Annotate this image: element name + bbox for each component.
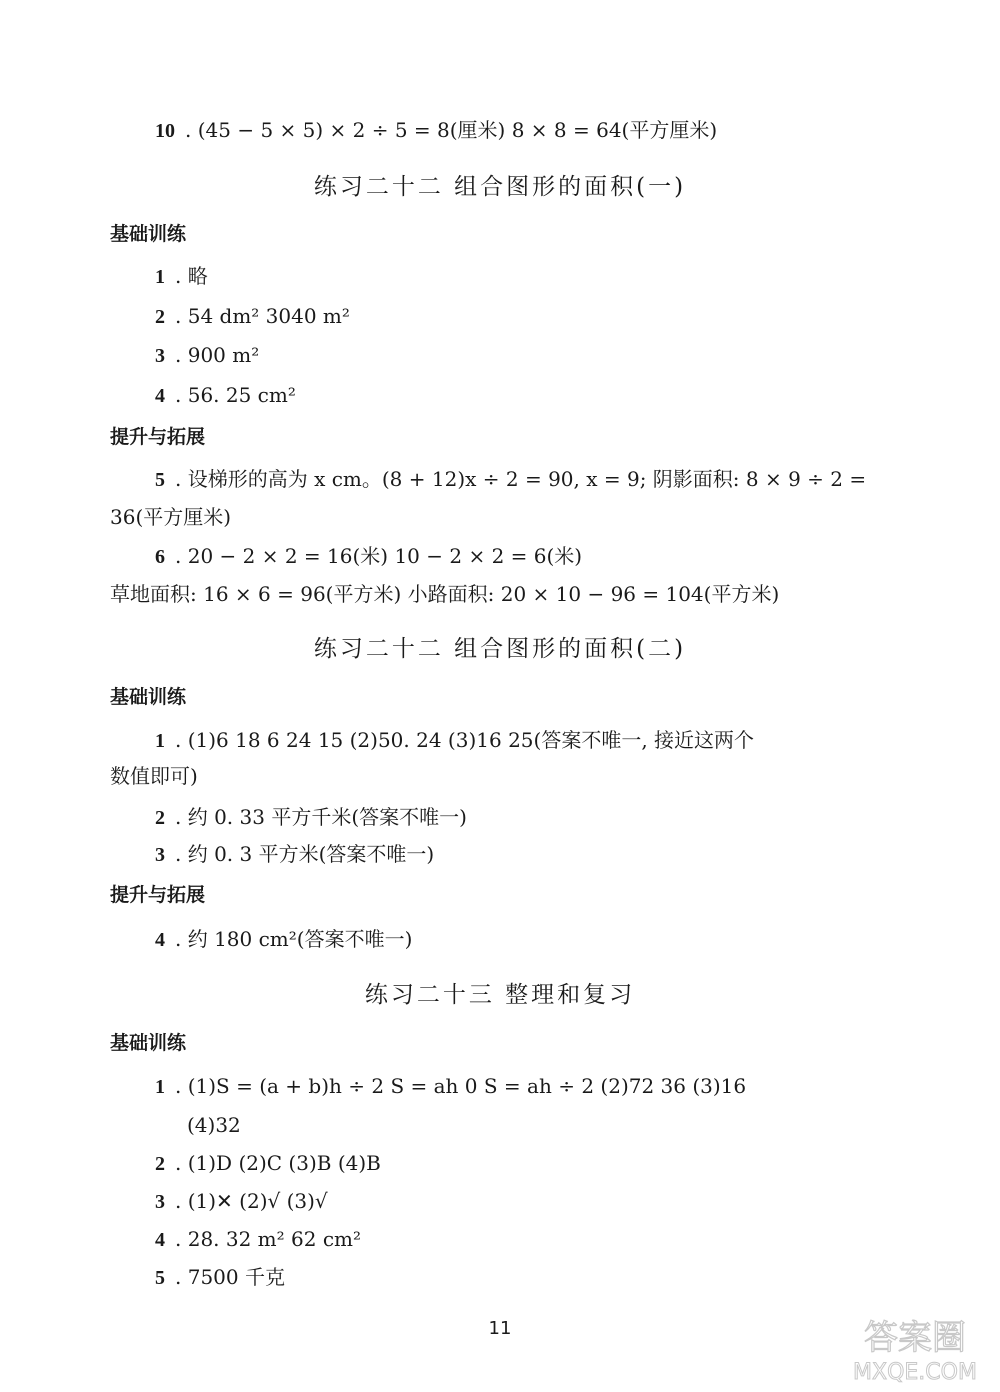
answer-item: 4 . 28. 32 m² 62 cm² [155,1227,362,1251]
answer-item: 5 . 7500 千克 [155,1265,285,1289]
watermark-logo-icon [840,1311,990,1386]
page-number: 11 [488,1318,512,1339]
answer-item: 1 . (1)6 18 6 24 15 (2)50. 24 (3)16 25(答案不唯一, 接近这两个 [155,728,755,752]
answer-item: 5 . 设梯形的高为 x cm。(8 + 12)x ÷ 2 = 90, x = 9; 阴影面积: 8 × 9 ÷ 2 = [155,467,867,491]
section-basic-training-1: 基础训练 [110,223,187,245]
answer-item: 1 . 略 [155,264,208,288]
answer-continuation: (4)32 [187,1113,241,1137]
section-extension-1: 提升与拓展 [110,426,206,448]
watermark-top-text: 答案圈 [864,1318,966,1358]
section-basic-training-2: 基础训练 [110,686,187,708]
section-basic-training-3: 基础训练 [110,1032,187,1054]
answer-item: 3 . 约 0. 3 平方米(答案不唯一) [155,842,435,866]
watermark-bottom-text: MXQE.COM [853,1360,977,1385]
answer-continuation: 草地面积: 16 × 6 = 96(平方米) 小路面积: 20 × 10 − 96 = 104(平方米) [110,582,780,606]
q10-line: 10 . (45 − 5 × 5) × 2 ÷ 5 = 8(厘米) 8 × 8 = 64(平方厘米) [155,118,718,142]
answer-item: 3 . (1)✕ (2)√ (3)√ [155,1189,328,1213]
answer-item: 2 . 54 dm² 3040 m² [155,304,350,328]
answer-item: 4 . 约 180 cm²(答案不唯一) [155,927,413,951]
section-extension-2: 提升与拓展 [110,884,206,906]
exercise-title-3: 练习二十三 整理和复习 [364,982,636,1008]
exercise-title-1: 练习二十二 组合图形的面积(一) [313,174,687,200]
answer-continuation: 36(平方厘米) [110,505,232,529]
exercise-title-2: 练习二十二 组合图形的面积(二) [313,636,687,662]
answer-item: 1 . (1)S = (a + b)h ÷ 2 S = ah 0 S = ah ÷ 2 (2)72 36 (3)16 [155,1074,747,1098]
answer-item: 2 . 约 0. 33 平方千米(答案不唯一) [155,805,467,829]
answer-continuation: 数值即可) [110,764,198,788]
answer-item: 6 . 20 − 2 × 2 = 16(米) 10 − 2 × 2 = 6(米) [155,544,583,568]
answer-item: 4 . 56. 25 cm² [155,383,296,407]
answer-item: 2 . (1)D (2)C (3)B (4)B [155,1151,381,1175]
answer-item: 3 . 900 m² [155,343,260,367]
